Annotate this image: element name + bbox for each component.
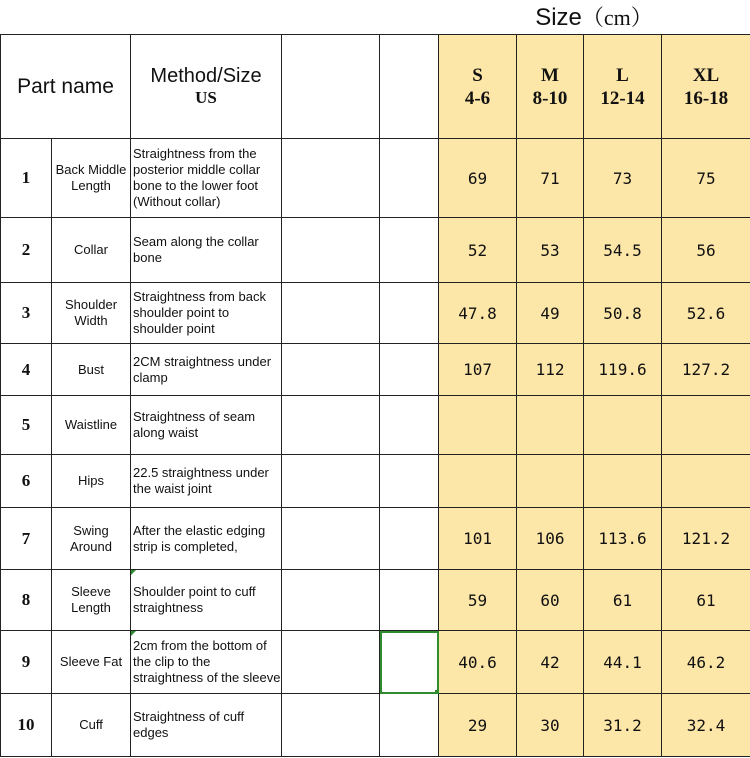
table-row [1, 694, 750, 757]
measurement-method: After the elastic edging strip is completed, [131, 508, 282, 570]
table-row [1, 508, 750, 570]
size-value: 101 [439, 508, 517, 570]
size-range: 12-14 [600, 87, 645, 109]
measurement-method: 22.5 straightness under the waist joint [131, 455, 282, 508]
method-size-header [131, 35, 282, 139]
cell-comment-marker [131, 570, 136, 575]
empty-cell[interactable] [380, 139, 439, 218]
size-value: 32.4 [662, 694, 750, 757]
row-number: 8 [1, 570, 52, 631]
empty-cell[interactable] [380, 283, 439, 344]
table-row [1, 455, 750, 508]
empty-cell[interactable] [282, 344, 380, 396]
size-label: M [541, 64, 559, 86]
measurement-method: Straightness of cuff edges [131, 694, 282, 757]
size-value: 40.6 [439, 631, 517, 694]
size-value: 75 [662, 139, 750, 218]
part-name: Sleeve Fat [52, 631, 131, 694]
size-value: 61 [662, 570, 750, 631]
size-value: 119.6 [584, 344, 662, 396]
row-number: 5 [1, 396, 52, 455]
size-value: 50.8 [584, 283, 662, 344]
measurement-method: Straightness from back shoulder point to shoulder point [131, 283, 282, 344]
empty-cell[interactable] [282, 508, 380, 570]
empty-cell[interactable] [380, 570, 439, 631]
size-value: 30 [517, 694, 584, 757]
size-value [439, 455, 517, 508]
size-value: 121.2 [662, 508, 750, 570]
size-value: 113.6 [584, 508, 662, 570]
empty-cell[interactable] [282, 570, 380, 631]
measurement-method: 2cm from the bottom of the clip to the straightness of the sleeve [131, 631, 282, 694]
size-value [584, 396, 662, 455]
size-value: 59 [439, 570, 517, 631]
table-row [1, 139, 750, 218]
size-range: 4-6 [464, 87, 491, 109]
size-value [662, 455, 750, 508]
size-value: 61 [584, 570, 662, 631]
part-name: Cuff [52, 694, 131, 757]
empty-cell[interactable] [282, 455, 380, 508]
part-name: Back Middle Length [52, 139, 131, 218]
size-value: 127.2 [662, 344, 750, 396]
part-name: Waistline [52, 396, 131, 455]
size-range: 8-10 [532, 87, 568, 109]
size-title [438, 2, 750, 34]
empty-cell[interactable] [380, 508, 439, 570]
size-range: 16-18 [683, 87, 729, 109]
measurement-method: Straightness from the posterior middle collar bone to the lower foot (Without collar) [131, 139, 282, 218]
size-value: 106 [517, 508, 584, 570]
empty-cell[interactable] [282, 139, 380, 218]
table-row [1, 570, 750, 631]
size-label: S [472, 64, 483, 86]
size-header-s [439, 35, 517, 139]
size-value: 73 [584, 139, 662, 218]
measurement-method: Seam along the collar bone [131, 218, 282, 283]
size-value: 47.8 [439, 283, 517, 344]
size-value: 52 [439, 218, 517, 283]
empty-cell[interactable] [282, 694, 380, 757]
part-name: Sleeve Length [52, 570, 131, 631]
row-number: 10 [1, 694, 52, 757]
size-value [584, 455, 662, 508]
size-value: 56 [662, 218, 750, 283]
size-value: 112 [517, 344, 584, 396]
row-number: 7 [1, 508, 52, 570]
row-number: 4 [1, 344, 52, 396]
size-value: 46.2 [662, 631, 750, 694]
part-name: Swing Around [52, 508, 131, 570]
size-value: 44.1 [584, 631, 662, 694]
size-label: L [616, 64, 629, 86]
size-value [517, 396, 584, 455]
size-header-m [517, 35, 584, 139]
empty-cell[interactable] [380, 218, 439, 283]
measurement-method: Straightness of seam along waist [131, 396, 282, 455]
row-number: 1 [1, 139, 52, 218]
us-label: US [195, 87, 217, 107]
fill-handle[interactable] [435, 690, 439, 694]
size-value [439, 396, 517, 455]
part-name: Collar [52, 218, 131, 283]
row-number: 6 [1, 455, 52, 508]
empty-cell[interactable] [380, 455, 439, 508]
selected-cell[interactable] [380, 631, 439, 694]
table-row [1, 631, 750, 694]
row-number: 2 [1, 218, 52, 283]
measurement-method: Shoulder point to cuff straightness [131, 570, 282, 631]
part-name-header: Part name [1, 35, 131, 139]
size-chart-table [0, 34, 750, 757]
empty-cell[interactable] [380, 396, 439, 455]
size-value: 71 [517, 139, 584, 218]
size-value: 42 [517, 631, 584, 694]
table-row [1, 344, 750, 396]
cell-comment-marker [131, 631, 136, 636]
size-label: XL [692, 64, 720, 86]
table-row [1, 283, 750, 344]
empty-cell[interactable] [380, 694, 439, 757]
size-value [662, 396, 750, 455]
size-value: 31.2 [584, 694, 662, 757]
size-value: 52.6 [662, 283, 750, 344]
size-value: 60 [517, 570, 584, 631]
empty-cell[interactable] [282, 396, 380, 455]
size-title-label: Size [535, 4, 582, 31]
method-size-label: Method/Size [150, 64, 262, 87]
size-value: 69 [439, 139, 517, 218]
part-name: Bust [52, 344, 131, 396]
size-value: 29 [439, 694, 517, 757]
size-value: 53 [517, 218, 584, 283]
part-name: Shoulder Width [52, 283, 131, 344]
table-row [1, 218, 750, 283]
empty-cell[interactable] [282, 218, 380, 283]
measurement-method: 2CM straightness under clamp [131, 344, 282, 396]
part-name: Hips [52, 455, 131, 508]
table-row [1, 396, 750, 455]
size-value [517, 455, 584, 508]
empty-cell[interactable] [282, 283, 380, 344]
size-value: 49 [517, 283, 584, 344]
empty-cell[interactable] [282, 35, 380, 139]
size-header-l [584, 35, 662, 139]
row-number: 3 [1, 283, 52, 344]
empty-cell[interactable] [380, 344, 439, 396]
size-value: 54.5 [584, 218, 662, 283]
row-number: 9 [1, 631, 52, 694]
size-title-unit: （cm） [581, 5, 653, 30]
header-row [1, 35, 750, 139]
empty-cell[interactable] [282, 631, 380, 694]
size-header-xl [662, 35, 750, 139]
size-value: 107 [439, 344, 517, 396]
empty-cell[interactable] [380, 35, 439, 139]
